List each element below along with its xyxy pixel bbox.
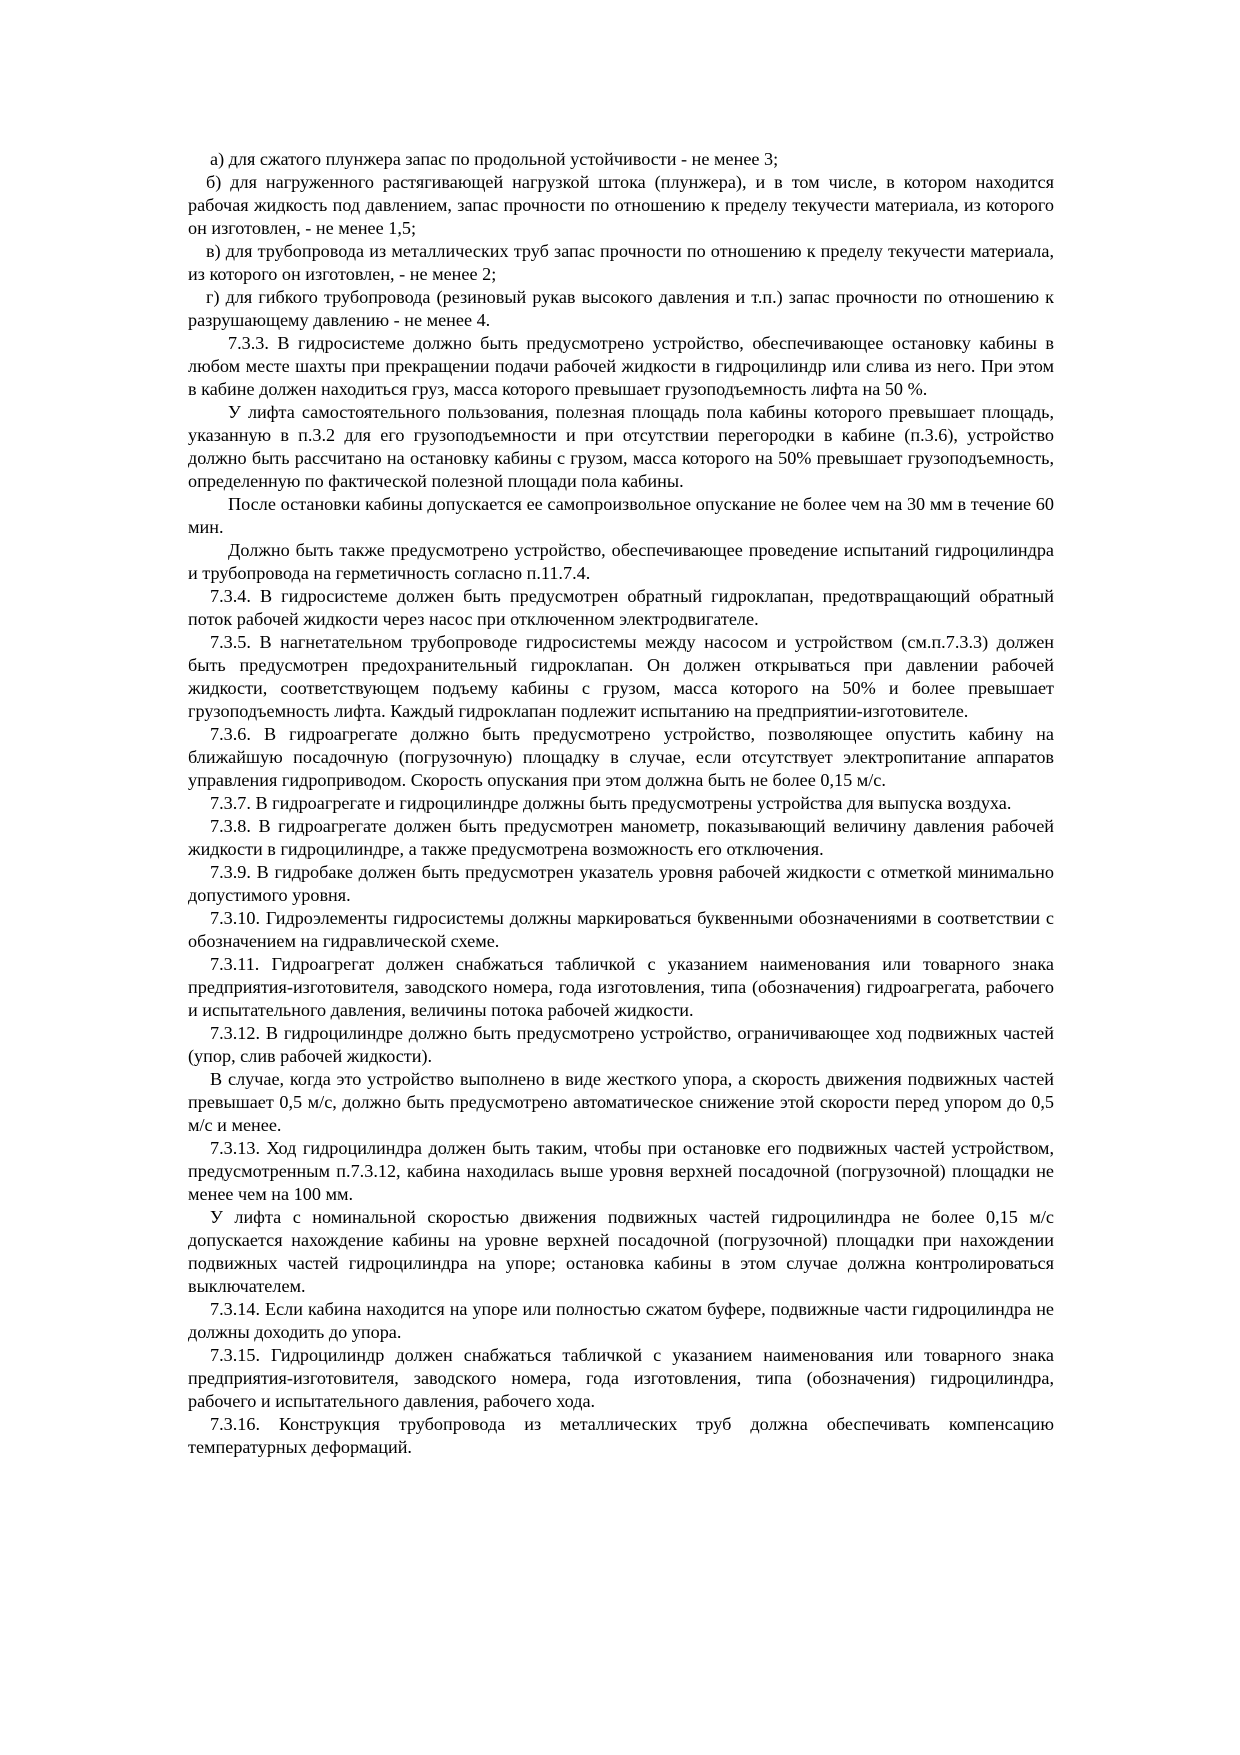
paragraph-item-g: г) для гибкого трубопровода (резиновый рукав высокого давления и т.п.) запас прочности по отношению к разрушающему давлению - не менее 4. [188, 287, 1054, 330]
paragraph-7-3-3-self-service: У лифта самостоятельного пользования, полезная площадь пола кабины которого превышает площадь, указанную в п.3.2 для его грузоподъемности и при отсутствии перегородки в кабине (п.3.6), устройство должно быть рассчитано на остановку кабины с грузом, масса которого на 50% превышает грузоподъемность, определенную по фактической полезной площади пола кабины. [188, 402, 1054, 491]
paragraph-7-3-4: 7.3.4. В гидросистеме должен быть предусмотрен обратный гидроклапан, предотвращающий обратный поток рабочей жидкости через насос при отключенном электродвигателе. [188, 586, 1054, 629]
paragraph-item-a: а) для сжатого плунжера запас по продольной устойчивости - не менее 3; [210, 149, 779, 169]
paragraph-7-3-12-rigid-stop: В случае, когда это устройство выполнено в виде жесткого упора, а скорость движения подвижных частей превышает 0,5 м/с, должно быть предусмотрено автоматическое снижение этой скорости перед упором до 0,5 м/с и менее. [188, 1069, 1054, 1135]
paragraph-item-b: б) для нагруженного растягивающей нагрузкой штока (плунжера), и в том числе, в котором находится рабочая жидкость под давлением, запас прочности по отношению к пределу текучести материала, из которого он изготовлен, - не менее 1,5; [188, 172, 1054, 238]
paragraph-7-3-3-after-stop: После остановки кабины допускается ее самопроизвольное опускание не более чем на 30 мм в течение 60 мин. [188, 494, 1054, 537]
paragraph-7-3-11: 7.3.11. Гидроагрегат должен снабжаться табличкой с указанием наименования или товарного знака предприятия-изготовителя, заводского номера, года изготовления, типа (обозначения) гидроагрегата, рабочего и испытательного давления, величины потока рабочей жидкости. [188, 954, 1054, 1020]
paragraph-7-3-3: 7.3.3. В гидросистеме должно быть предусмотрено устройство, обеспечивающее остановку кабины в любом месте шахты при прекращении подачи рабочей жидкости в гидроцилиндр или слива из него. При этом в кабине должен находиться груз, масса которого превышает грузоподъемность лифта на 50 %. [188, 333, 1054, 399]
paragraph-7-3-3-testing: Должно быть также предусмотрено устройство, обеспечивающее проведение испытаний гидроцилиндра и трубопровода на герметичность согласно п.11.7.4. [188, 540, 1054, 583]
paragraph-7-3-15: 7.3.15. Гидроцилиндр должен снабжаться табличкой с указанием наименования или товарного знака предприятия-изготовителя, заводского номера, года изготовления, типа (обозначения) гидроцилиндра, рабочего и испытательного давления, рабочего хода. [188, 1345, 1054, 1411]
paragraph-7-3-7: 7.3.7. В гидроагрегате и гидроцилиндре должны быть предусмотрены устройства для выпуска воздуха. [210, 793, 1012, 813]
paragraph-7-3-13-nominal-speed: У лифта с номинальной скоростью движения подвижных частей гидроцилиндра не более 0,15 м/с допускается нахождение кабины на уровне верхней посадочной (погрузочной) площадки при нахождении подвижных частей гидроцилиндра на упоре; остановка кабины в этом случае должна контролироваться выключателем. [188, 1207, 1054, 1296]
paragraph-7-3-5: 7.3.5. В нагнетательном трубопроводе гидросистемы между насосом и устройством (см.п.7.3.3) должен быть предусмотрен предохранительный гидроклапан. Он должен открываться при давлении рабочей жидкости, соответствующем подъему кабины с грузом, масса которого на 50% и более превышает грузоподъемность лифта. Каждый гидроклапан подлежит испытанию на предприятии-изготовителе. [188, 632, 1054, 721]
paragraph-item-v: в) для трубопровода из металлических труб запас прочности по отношению к пределу текучести материала, из которого он изготовлен, - не менее 2; [188, 241, 1054, 284]
paragraph-7-3-12: 7.3.12. В гидроцилиндре должно быть предусмотрено устройство, ограничивающее ход подвижных частей (упор, слив рабочей жидкости). [188, 1023, 1054, 1066]
paragraph-7-3-8: 7.3.8. В гидроагрегате должен быть предусмотрен манометр, показывающий величину давления рабочей жидкости в гидроцилиндре, а также предусмотрена возможность его отключения. [188, 816, 1054, 859]
document-page [188, 148, 1054, 1459]
paragraph-7-3-9: 7.3.9. В гидробаке должен быть предусмотрен указатель уровня рабочей жидкости с отметкой минимально допустимого уровня. [188, 862, 1054, 905]
paragraph-7-3-6: 7.3.6. В гидроагрегате должно быть предусмотрено устройство, позволяющее опустить кабину на ближайшую посадочную (погрузочную) площадку в случае, если отсутствует электропитание аппаратов управления гидроприводом. Скорость опускания при этом должна быть не более 0,15 м/с. [188, 724, 1054, 790]
paragraph-7-3-13: 7.3.13. Ход гидроцилиндра должен быть таким, чтобы при остановке его подвижных частей устройством, предусмотренным п.7.3.12, кабина находилась выше уровня верхней посадочной (погрузочной) площадки не менее чем на 100 мм. [188, 1138, 1054, 1204]
paragraph-7-3-14: 7.3.14. Если кабина находится на упоре или полностью сжатом буфере, подвижные части гидроцилиндра не должны доходить до упора. [188, 1299, 1054, 1342]
paragraph-7-3-10: 7.3.10. Гидроэлементы гидросистемы должны маркироваться буквенными обозначениями в соответствии с обозначением на гидравлической схеме. [188, 908, 1054, 951]
paragraph-7-3-16: 7.3.16. Конструкция трубопровода из металлических труб должна обеспечивать компенсацию температурных деформаций. [188, 1414, 1054, 1457]
